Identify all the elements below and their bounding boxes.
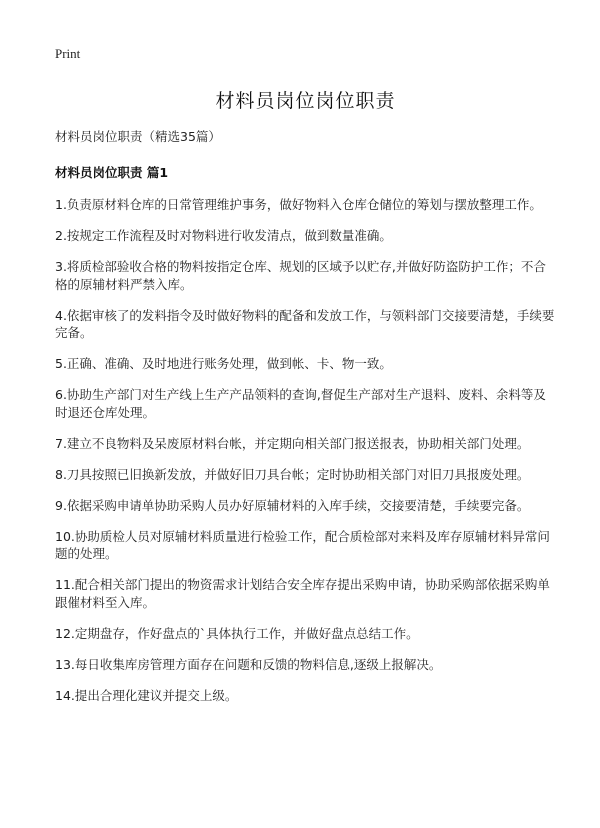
duty-list xyxy=(55,196,556,704)
document-subtitle: 材料员岗位职责（精选35篇） xyxy=(55,129,221,144)
duty-item-4: 4.依据审核了的发料指令及时做好物料的配备和发放工作，与领料部门交接要清楚，手续要完备。 xyxy=(55,307,555,340)
duty-item-13: 13.每日收集库房管理方面存在问题和反馈的物料信息,逐级上报解决。 xyxy=(55,656,442,672)
duty-item-3: 3.将质检部验收合格的物料按指定仓库、规划的区域予以贮存,并做好防盗防护工作；不合格的原辅材料严禁入库。 xyxy=(55,259,546,292)
duty-item-14: 14.提出合理化建议并提交上级。 xyxy=(55,687,238,703)
duty-item-6: 6.协助生产部门对生产线上生产产品领料的查询,督促生产部对生产退料、废料、余料等及时退还仓库处理。 xyxy=(55,387,546,420)
duty-item-7: 7.建立不良物料及呆废原材料台帐，并定期向相关部门报送报表，协助相关部门处理。 xyxy=(55,435,530,451)
duty-item-2: 2.按规定工作流程及时对物料进行收发清点，做到数量准确。 xyxy=(55,228,392,243)
duty-item-10: 10.协助质检人员对原辅材料质量进行检验工作，配合质检部对来料及库存原辅材料异常问题的处理。 xyxy=(55,528,550,561)
duty-item-12: 12.定期盘存，作好盘点的`具体执行工作，并做好盘点总结工作。 xyxy=(55,625,419,641)
section-heading: 材料员岗位职责 篇1 xyxy=(55,165,169,180)
duty-item-11: 11.配合相关部门提出的物资需求计划结合安全库存提出采购申请，协助采购部依据采购单跟催材料至入库。 xyxy=(55,577,550,610)
duty-item-8: 8.刀具按照已旧换新发放，并做好旧刀具台帐；定时协助相关部门对旧刀具报废处理。 xyxy=(55,466,530,482)
print-label: Print xyxy=(55,46,81,61)
duty-item-5: 5.正确、准确、及时地进行账务处理，做到帐、卡、物一致。 xyxy=(55,356,392,371)
duty-item-9: 9.依据采购申请单协助采购人员办好原辅材料的入库手续，交接要清楚，手续要完备。 xyxy=(55,497,530,513)
duty-item-1: 1.负责原材料仓库的日常管理维护事务，做好物料入仓库仓储位的筹划与摆放整理工作。 xyxy=(55,197,542,212)
document-title: 材料员岗位岗位职责 xyxy=(215,90,396,112)
